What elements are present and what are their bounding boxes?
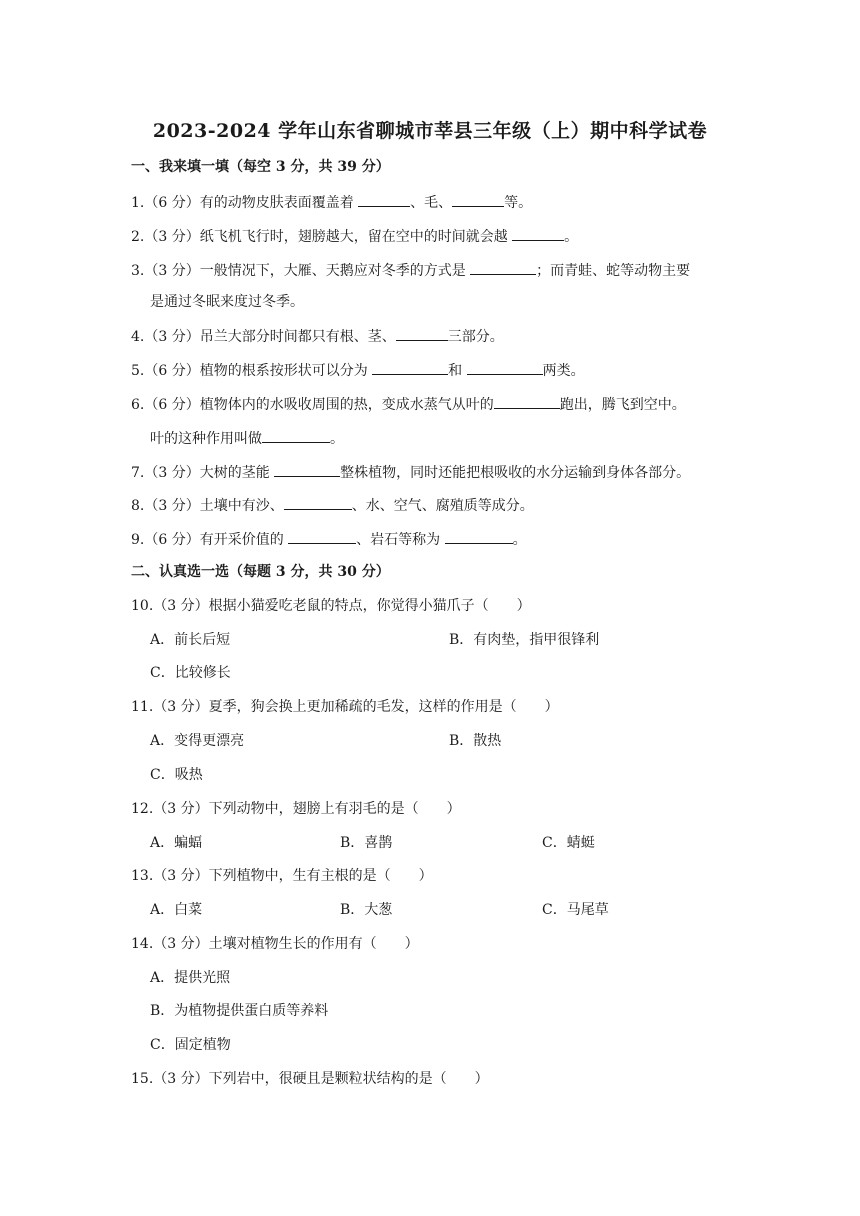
section-multiple-choice-heading: 二、认真选一选（每题 3 分，共 30 分） (131, 564, 390, 580)
question-12-stem: 12.（3 分）下列动物中，翅膀上有羽毛的是（ ） (131, 801, 461, 817)
question-14-option-a[interactable]: A．提供光照 (150, 970, 231, 986)
question-5-text-c: 两类。 (542, 363, 585, 379)
question-13-stem: 13.（3 分）下列植物中，生有主根的是（ ） (131, 868, 433, 884)
question-12-option-a[interactable]: A．蝙蝠 (150, 835, 203, 851)
question-6-text-b: 跑出，腾飞到空中。 (559, 397, 686, 413)
question-6-text-a: 6.（6 分）植物体内的水吸收周围的热，变成水蒸气从叶的 (131, 397, 494, 413)
answer-blank[interactable] (284, 494, 352, 510)
question-3 (131, 259, 690, 281)
answer-blank[interactable] (396, 325, 448, 341)
question-12-option-c[interactable]: C．蜻蜓 (542, 835, 595, 851)
answer-blank[interactable] (358, 191, 410, 207)
question-3-continued: 是通过冬眠来度过冬季。 (150, 294, 304, 310)
question-5-text-b: 和 (448, 363, 467, 379)
answer-blank[interactable] (470, 259, 536, 275)
answer-blank[interactable] (452, 191, 504, 207)
answer-blank[interactable] (372, 359, 448, 375)
question-6-continued (150, 427, 344, 449)
question-9-text-c: 。 (512, 532, 527, 548)
question-6 (131, 393, 686, 415)
question-11-stem: 11.（3 分）夏季，狗会换上更加稀疏的毛发，这样的作用是（ ） (131, 699, 559, 715)
question-9-text-a: 9.（6 分）有开采价值的 (131, 532, 289, 548)
question-9-text-b: 、岩石等称为 (356, 532, 445, 548)
answer-blank[interactable] (467, 359, 543, 375)
question-14-stem: 14.（3 分）土壤对植物生长的作用有（ ） (131, 936, 419, 952)
question-10-option-c[interactable]: C．比较修长 (150, 665, 231, 681)
question-6-text-d: 。 (330, 431, 344, 447)
question-10-stem: 10.（3 分）根据小猫爱吃老鼠的特点，你觉得小猫爪子（ ） (131, 598, 531, 614)
question-12-option-b[interactable]: B．喜鹊 (340, 835, 393, 851)
question-10-option-a[interactable]: A．前长后短 (150, 632, 231, 648)
question-8-text-a: 8.（3 分）土壤中有沙、 (131, 498, 284, 514)
question-14-option-c[interactable]: C．固定植物 (150, 1037, 231, 1053)
question-11-option-c[interactable]: C．吸热 (150, 767, 203, 783)
question-2-text-b: 。 (564, 229, 579, 245)
question-4 (131, 325, 504, 347)
exam-title: 2023-2024 学年山东省聊城市莘县三年级（上）期中科学试卷 (152, 120, 708, 142)
question-9 (131, 528, 527, 550)
question-14-option-b[interactable]: B．为植物提供蛋白质等养料 (150, 1003, 329, 1019)
question-11-option-b[interactable]: B．散热 (449, 733, 502, 749)
question-1-text-a: 1.（6 分）有的动物皮肤表面覆盖着 (131, 195, 359, 211)
question-4-text-b: 三部分。 (447, 329, 504, 345)
question-5 (131, 359, 585, 381)
question-4-text-a: 4.（3 分）吊兰大部分时间都只有根、茎、 (131, 329, 396, 345)
answer-blank[interactable] (274, 461, 340, 477)
question-13-option-b[interactable]: B．大葱 (340, 902, 393, 918)
question-7 (131, 461, 690, 483)
question-13-option-a[interactable]: A．白菜 (150, 902, 203, 918)
question-7-text-b: 整株植物，同时还能把根吸收的水分运输到身体各部分。 (340, 465, 691, 481)
question-2 (131, 225, 578, 247)
question-10-option-b[interactable]: B．有肉垫，指甲很锋利 (449, 632, 600, 648)
answer-blank[interactable] (288, 528, 356, 544)
question-1 (131, 191, 532, 213)
question-3-text-b: ；而青蛙、蛇等动物主要 (536, 263, 691, 279)
answer-blank[interactable] (445, 528, 513, 544)
question-11-option-a[interactable]: A．变得更漂亮 (150, 733, 245, 749)
answer-blank[interactable] (262, 427, 330, 443)
question-1-text-b: 、毛、 (410, 195, 453, 211)
question-15-stem: 15.（3 分）下列岩中，很硬且是颗粒状结构的是（ ） (131, 1071, 489, 1087)
answer-blank[interactable] (512, 225, 564, 241)
section-fill-in-heading: 一、我来填一填（每空 3 分，共 39 分） (131, 159, 390, 175)
question-8 (131, 494, 534, 516)
question-3-text-a: 3.（3 分）一般情况下，大雁、天鹅应对冬季的方式是 (131, 263, 471, 279)
question-2-text-a: 2.（3 分）纸飞机飞行时，翅膀越大，留在空中的时间就会越 (131, 229, 513, 245)
answer-blank[interactable] (494, 393, 560, 409)
question-7-text-a: 7.（3 分）大树的茎能 (131, 465, 275, 481)
question-8-text-b: 、水、空气、腐殖质等成分。 (351, 498, 534, 514)
question-1-text-c: 等。 (504, 195, 533, 211)
question-13-option-c[interactable]: C．马尾草 (542, 902, 609, 918)
question-5-text-a: 5.（6 分）植物的根系按形状可以分为 (131, 363, 373, 379)
question-6-text-c: 叶的这种作用叫做 (150, 431, 262, 447)
